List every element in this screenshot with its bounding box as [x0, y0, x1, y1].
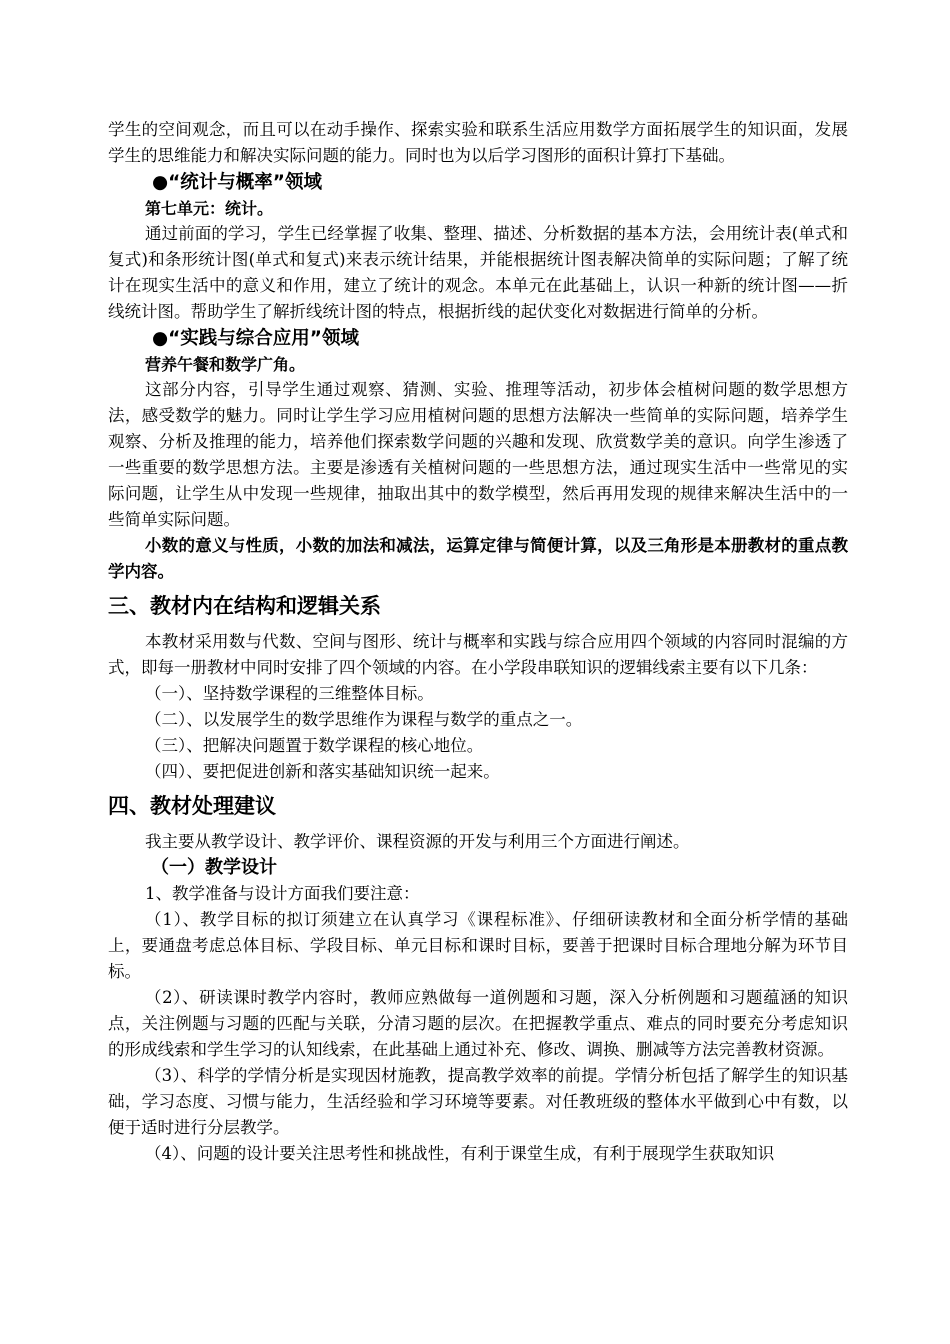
paragraph-key-content: 小数的意义与性质，小数的加法和减法，运算定律与简便计算，以及三角形是本册教材的重点教学内容。: [108, 536, 848, 581]
list-item-4: （四）、要把促进创新和落实基础知识统一起来。: [145, 762, 500, 781]
section-heading-practice: ●“实践与综合应用”领域: [152, 328, 359, 349]
subheading-teaching-design: （一）教学设计: [151, 857, 277, 878]
paragraph-tree-planting: 这部分内容，引导学生通过观察、猜测、实验、推理等活动，初步体会植树问题的数学思想方法，感受数学的魅力。同时让学生学习应用植树问题的思想方法解决一些简单的实际问题，培养学生观察、分析及推理的能力，培养他们探索数学问题的兴趣和发现、欣赏数学美的意识。向学生渗透了一些重要的数学思想方法。主要是渗透有关植树问题的一些思想方法，通过现实生活中一些常见的实际问题，让学生从中发现一些规律，抽取出其中的数学模型，然后再用发现的规律来解决生活中的一些简单实际问题。: [108, 380, 848, 529]
document-body: [108, 117, 848, 1167]
paragraph-point-2: （2）、研读课时教学内容时，教师应熟做每一道例题和习题，深入分析例题和习题蕴涵的知识点，关注例题与习题的匹配与关联，分清习题的层次。在把握教学重点、难点的同时要充分考虑知识的形成线索和学生学习的认知线索，在此基础上通过补充、修改、调换、删减等方法完善教材资源。: [108, 988, 848, 1059]
paragraph-preparation: 1、教学准备与设计方面我们要注意：: [145, 884, 420, 903]
paragraph-point-1: （1）、教学目标的拟订须建立在认真学习《课程标准》、仔细研读教材和全面分析学情的基础上，要通盘考虑总体目标、学段目标、单元目标和课时目标，要善于把课时目标合理地分解为环节目标。: [108, 910, 848, 981]
list-item-1: （一）、坚持数学课程的三维整体目标。: [145, 684, 434, 703]
paragraph-structure: 本教材采用数与代数、空间与图形、统计与概率和实践与综合应用四个领域的内容同时混编的方式，即每一册教材中同时安排了四个领域的内容。在小学段串联知识的逻辑线索主要有以下几条：: [108, 632, 848, 677]
paragraph-point-4: （4）、问题的设计要关注思考性和挑战性，有利于课堂生成，有利于展现学生获取知识: [145, 1144, 775, 1163]
heading-suggestions: 四、教材处理建议: [108, 794, 276, 818]
paragraph-point-3: （3）、科学的学情分析是实现因材施教，提高教学效率的前提。学情分析包括了解学生的知识基础，学习态度、习惯与能力，生活经验和学习环境等要素。对任教班级的整体水平做到心中有数，以便于适时进行分层教学。: [108, 1066, 848, 1137]
unit-heading-seven: 第七单元：统计。: [145, 199, 274, 218]
list-item-2: （二）、以发展学生的数学思维作为课程与数学的重点之一。: [145, 710, 583, 729]
heading-structure: 三、教材内在结构和逻辑关系: [108, 594, 381, 618]
list-item-3: （三）、把解决问题置于数学课程的核心地位。: [145, 736, 484, 755]
paragraph-space-concept: 学生的空间观念，而且可以在动手操作、探索实验和联系生活应用数学方面拓展学生的知识面，发展学生的思维能力和解决实际问题的能力。同时也为以后学习图形的面积计算打下基础。: [108, 120, 848, 165]
section-heading-statistics: ●“统计与概率”领域: [152, 172, 322, 193]
paragraph-suggestions-intro: 我主要从教学设计、教学评价、课程资源的开发与利用三个方面进行阐述。: [145, 832, 690, 851]
paragraph-statistics: 通过前面的学习，学生已经掌握了收集、整理、描述、分析数据的基本方法，会用统计表(单式和复式)和条形统计图(单式和复式)来表示统计结果，并能根据统计图表解决简单的实际问题；了解了统计在现实生活中的意义和作用，建立了统计的观念。本单元在此基础上，认识一种新的统计图——折线统计图。帮助学生了解折线统计图的特点，根据折线的起伏变化对数据进行简单的分析。: [108, 224, 848, 321]
unit-heading-nutrition: 营养午餐和数学广角。: [145, 355, 306, 374]
